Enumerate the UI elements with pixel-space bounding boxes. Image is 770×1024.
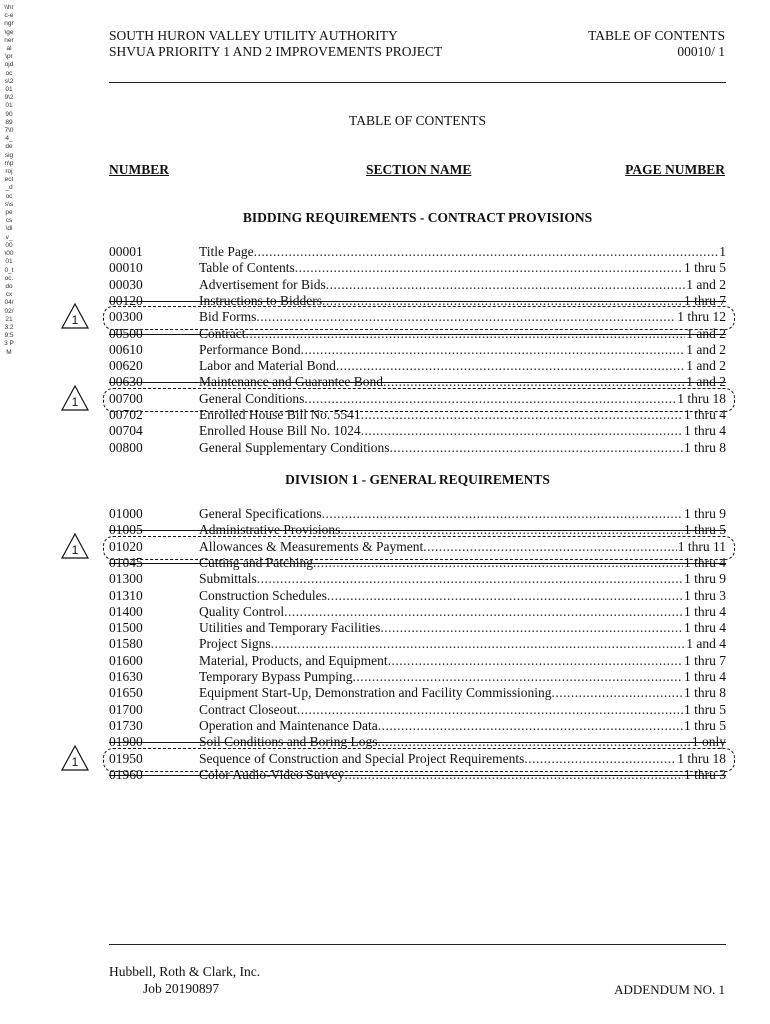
section-entry xyxy=(199,604,726,620)
section-entry xyxy=(199,423,726,439)
section-entry xyxy=(199,669,726,685)
toc-row xyxy=(109,260,726,276)
dot-leader xyxy=(361,423,683,439)
section-entry xyxy=(199,636,726,652)
page-range: 1 thru 9 xyxy=(684,571,726,587)
section-number: 01005 xyxy=(109,522,143,538)
page-range: 1 thru 12 xyxy=(677,309,726,325)
section-name: Contract Closeout xyxy=(199,701,297,717)
dot-leader xyxy=(327,588,683,604)
page-range: 1 thru 4 xyxy=(684,423,726,439)
page-range: 1 thru 5 xyxy=(684,717,726,733)
dot-leader xyxy=(361,407,683,423)
footer-job: Job 20190897 xyxy=(143,981,220,996)
revision-delta-icon xyxy=(60,744,90,772)
header-right xyxy=(588,28,725,60)
revision-delta-icon xyxy=(60,302,90,330)
page-range: 1 and 2 xyxy=(686,358,726,374)
header-left xyxy=(109,28,442,60)
section-number: 00704 xyxy=(109,423,143,439)
section-heading: BIDDING REQUIREMENTS - CONTRACT PROVISIONS xyxy=(242,210,593,225)
toc-row xyxy=(109,407,726,423)
section-name: Contract xyxy=(199,325,246,341)
section-name: Maintenance and Guarantee Bond xyxy=(199,374,384,390)
page-range: 1 thru 4 xyxy=(684,407,726,422)
section-name: Project Signs xyxy=(199,636,271,652)
section-entry xyxy=(199,571,726,587)
dot-leader xyxy=(301,342,686,358)
section-number: 01960 xyxy=(109,766,143,782)
dot-leader xyxy=(257,571,683,587)
toc-row xyxy=(109,342,726,358)
page-range: 1 thru 7 xyxy=(684,652,726,668)
page-range: 1 thru 3 xyxy=(684,587,726,603)
section-number: 01310 xyxy=(109,587,143,603)
page-range: 1 thru 8 xyxy=(684,439,726,455)
file-path-sidebar: \\hrc-engr\general\projdocs\2019\20190897\04_design\project_docs\specs\div_00\00010_toc.docx 04/02/21 3:29:53 PM xyxy=(4,4,14,356)
section-number: 01400 xyxy=(109,603,143,619)
section-name: Equipment Start-Up, Demonstration and Facility Commissioning xyxy=(199,685,552,701)
revision-number: 1 xyxy=(71,313,79,328)
dot-leader xyxy=(336,358,685,374)
section-entry xyxy=(199,653,726,669)
dot-leader xyxy=(380,620,683,636)
footer-addendum: ADDENDUM NO. 1 xyxy=(614,982,725,997)
section-number: 01900 xyxy=(109,734,143,750)
section-number: 01630 xyxy=(109,669,143,684)
section-entry xyxy=(199,342,726,358)
page-range: 1 and 4 xyxy=(686,636,726,652)
section-number: 01045 xyxy=(109,554,143,570)
toc-row xyxy=(109,685,726,701)
deleted-entry-strikethrough xyxy=(109,742,726,743)
section-name: Enrolled House Bill No. 5541 xyxy=(199,407,361,422)
deleted-entry-strikethrough xyxy=(109,530,726,531)
section-name: Construction Schedules xyxy=(199,587,327,603)
section-name: Sequence of Construction and Special Project Requirements xyxy=(199,750,525,766)
page-range: 1 thru 18 xyxy=(677,750,726,766)
section-name: Soil Conditions and Boring Logs xyxy=(199,734,378,750)
section-entry xyxy=(199,440,726,456)
section-entry xyxy=(199,718,726,734)
toc-row xyxy=(109,604,726,620)
section-number: 00300 xyxy=(109,309,143,325)
page-range: 1 thru 8 xyxy=(684,685,726,701)
column-header-number: NUMBER xyxy=(109,162,169,177)
section-name: General Specifications xyxy=(199,506,322,521)
toc-row xyxy=(109,358,726,374)
section-number: 01500 xyxy=(109,620,143,636)
section-name: General Conditions xyxy=(199,390,305,406)
dot-leader xyxy=(297,702,683,718)
section-name: Administrative Provisions xyxy=(199,522,341,538)
section-entry xyxy=(199,244,726,260)
page-range: 1 xyxy=(719,244,726,259)
footer-rule xyxy=(109,944,726,945)
toc-row xyxy=(109,440,726,456)
dot-leader xyxy=(254,244,719,260)
section-number: 00702 xyxy=(109,407,143,422)
page-range: 1 thru 7 xyxy=(684,292,726,308)
deleted-entry-strikethrough xyxy=(109,334,726,335)
section-number: 00030 xyxy=(109,276,143,292)
section-number: 01650 xyxy=(109,685,143,701)
section-number: 01000 xyxy=(109,506,143,521)
section-entry xyxy=(199,260,726,276)
deleted-entry-strikethrough xyxy=(109,563,726,564)
toc-row xyxy=(109,506,726,522)
dot-leader xyxy=(326,277,686,293)
toc-row xyxy=(109,277,726,293)
dot-leader xyxy=(389,440,683,456)
section-entry xyxy=(199,358,726,374)
page-range: 1 thru 4 xyxy=(684,554,726,570)
toc-row xyxy=(109,653,726,669)
section-name: Quality Control xyxy=(199,603,285,619)
dot-leader xyxy=(284,604,683,620)
revision-delta-icon xyxy=(60,532,90,560)
section-number: 01020 xyxy=(109,538,143,554)
section-name: Advertisement for Bids xyxy=(199,276,326,292)
section-number: 00001 xyxy=(109,244,143,259)
section-name: Enrolled House Bill No. 1024 xyxy=(199,423,361,439)
section-number: 00120 xyxy=(109,292,143,308)
section-name: Utilities and Temporary Facilities xyxy=(199,620,381,636)
section-name: Color Audio-Video Survey xyxy=(199,766,345,782)
section-entry xyxy=(199,407,726,423)
page-range: 1 thru 4 xyxy=(684,603,726,619)
section-name: Bid Forms xyxy=(199,309,257,325)
section-entry xyxy=(199,702,726,718)
revision-number: 1 xyxy=(71,394,79,409)
page-range: 1 thru 5 xyxy=(684,522,726,538)
section-entry xyxy=(199,685,726,701)
header-doc-title: TABLE OF CONTENTS xyxy=(588,28,725,43)
page-title: TABLE OF CONTENTS xyxy=(349,113,486,128)
section-number: 00010 xyxy=(109,260,143,276)
page-range: 1 and 2 xyxy=(686,374,726,390)
revision-delta-icon xyxy=(60,384,90,412)
section-name: General Supplementary Conditions xyxy=(199,439,390,455)
revision-number: 1 xyxy=(71,754,79,769)
toc-row xyxy=(109,571,726,587)
page-range: 1 thru 5 xyxy=(684,260,726,276)
dot-leader xyxy=(551,685,683,701)
dot-leader xyxy=(378,718,683,734)
page-range: 1 thru 4 xyxy=(684,669,726,684)
section-name: Performance Bond xyxy=(199,341,301,357)
section-name: Temporary Bypass Pumping xyxy=(199,669,353,684)
dot-leader xyxy=(271,636,686,652)
section-number: 00630 xyxy=(109,374,143,390)
toc-row xyxy=(109,244,726,260)
section-name: Submittals xyxy=(199,571,257,587)
toc-row xyxy=(109,636,726,652)
toc-row xyxy=(109,702,726,718)
section-number: 00620 xyxy=(109,358,143,374)
section-name: Instructions to Bidders xyxy=(199,292,322,308)
section-number: 01300 xyxy=(109,571,143,587)
section-entry xyxy=(199,620,726,636)
deleted-entry-strikethrough xyxy=(109,382,726,383)
column-header-page: PAGE NUMBER xyxy=(625,162,725,177)
page-range: 1 and 2 xyxy=(686,276,726,292)
toc-row xyxy=(109,669,726,685)
section-heading: DIVISION 1 - GENERAL REQUIREMENTS xyxy=(285,472,550,487)
page-range: 1 thru 18 xyxy=(677,390,726,406)
page-range: 1 thru 11 xyxy=(677,538,726,554)
header-project: SHVUA PRIORITY 1 AND 2 IMPROVEMENTS PROJECT xyxy=(109,44,443,59)
section-number: 01950 xyxy=(109,750,143,766)
section-name: Table of Contents xyxy=(199,260,295,276)
deleted-entry-strikethrough xyxy=(109,775,726,776)
header-doc-page: 00010/ 1 xyxy=(677,44,725,59)
revision-number: 1 xyxy=(71,542,79,557)
column-header-section: SECTION NAME xyxy=(366,162,472,177)
section-number: 00800 xyxy=(109,439,143,455)
page-range: 1 thru 9 xyxy=(684,506,726,521)
dot-leader xyxy=(322,506,683,522)
section-entry xyxy=(199,277,726,293)
dot-leader xyxy=(388,653,683,669)
section-number: 00500 xyxy=(109,325,143,341)
header-rule xyxy=(109,82,726,83)
page-range: 1 thru 3 xyxy=(684,766,726,782)
dot-leader xyxy=(295,260,683,276)
header-org: SOUTH HURON VALLEY UTILITY AUTHORITY xyxy=(109,28,398,43)
section-name: Cutting and Patching xyxy=(199,554,313,570)
deleted-entry-strikethrough xyxy=(109,301,726,302)
page-range: 1 and 2 xyxy=(686,341,726,357)
section-number: 01700 xyxy=(109,701,143,717)
section-name: Operation and Maintenance Data xyxy=(199,717,378,733)
section-name: Material, Products, and Equipment xyxy=(199,652,388,668)
toc-row xyxy=(109,588,726,604)
toc-row xyxy=(109,718,726,734)
dot-leader xyxy=(353,669,683,685)
page-range: 1 thru 5 xyxy=(684,701,726,717)
section-entry xyxy=(199,506,726,522)
section-number: 01600 xyxy=(109,652,143,668)
section-name: Labor and Material Bond xyxy=(199,358,336,374)
page-range: 1 thru 4 xyxy=(684,620,726,636)
footer-firm: Hubbell, Roth & Clark, Inc. xyxy=(109,964,261,979)
section-name: Allowances & Measurements & Payment xyxy=(199,538,424,554)
section-number: 01580 xyxy=(109,636,143,652)
section-name: Title Page xyxy=(199,244,254,259)
section-number: 00700 xyxy=(109,390,143,406)
section-number: 01730 xyxy=(109,717,143,733)
toc-row xyxy=(109,620,726,636)
page-range: 1 and 2 xyxy=(686,325,726,341)
section-number: 00610 xyxy=(109,341,143,357)
section-entry xyxy=(199,588,726,604)
toc-row xyxy=(109,423,726,439)
page-range: 1 only xyxy=(691,734,726,750)
